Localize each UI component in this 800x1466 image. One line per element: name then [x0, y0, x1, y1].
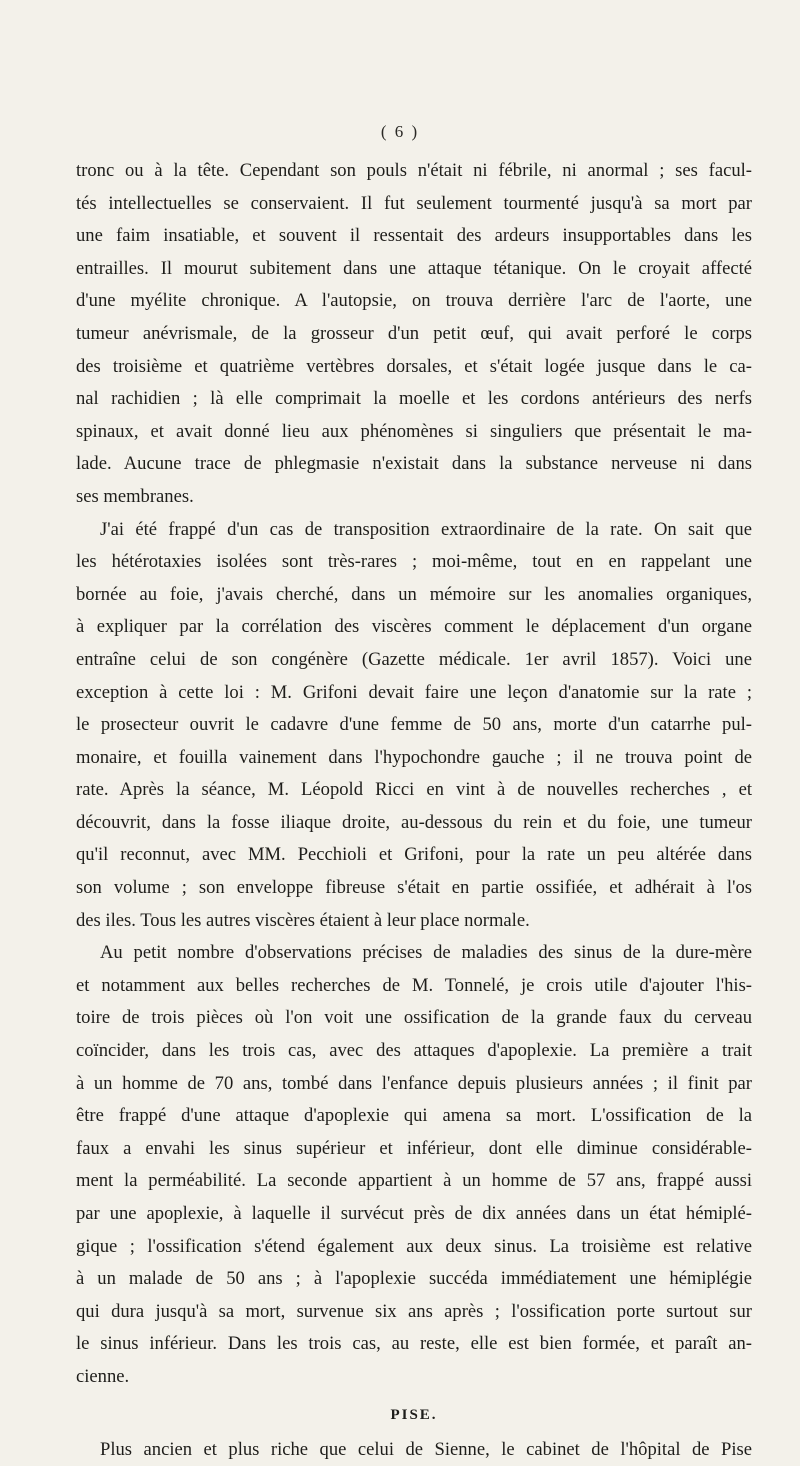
text-line: Plus ancien et plus riche que celui de Sienne, le cabinet de l'hôpital de Pise	[100, 1438, 752, 1460]
text-line: des iles. Tous les autres viscères étaient à leur place normale.	[76, 909, 530, 931]
text-line: nal rachidien ; là elle comprimait la moelle et les cordons antérieurs des nerfs	[76, 388, 752, 410]
text-line: des troisième et quatrième vertèbres dorsales, et s'était logée jusque dans le ca-	[76, 355, 752, 377]
text-line: tronc ou à la tête. Cependant son pouls n'était ni fébrile, ni anormal ; ses facul-	[76, 160, 752, 181]
text-line: J'ai été frappé d'un cas de transposition extraordinaire de la rate. On sait que	[100, 518, 752, 540]
text-line: Au petit nombre d'observations précises de maladies des sinus de la dure-mère	[100, 942, 752, 964]
text-line: les hétérotaxies isolées sont très-rares ; moi-même, tout en en rappelant une	[76, 551, 752, 573]
text-line: et notamment aux belles recherches de M. Tonnelé, je crois utile d'ajouter l'his-	[76, 974, 752, 996]
section-heading: PISE.	[390, 1406, 438, 1423]
text-line: exception à cette loi : M. Grifoni devait faire une leçon d'anatomie sur la rate ;	[76, 681, 752, 703]
text-line: le sinus inférieur. Dans les trois cas, au reste, elle est bien formée, et paraît an-	[76, 1333, 752, 1355]
text-line: d'une myélite chronique. A l'autopsie, on trouva derrière l'arc de l'aorte, une	[76, 290, 752, 312]
text-line: son volume ; son enveloppe fibreuse s'était en partie ossifiée, et adhérait à l'os	[76, 877, 752, 899]
text-line: rate. Après la séance, M. Léopold Ricci en vint à de nouvelles recherches , et	[76, 779, 752, 801]
text-line: par une apoplexie, à laquelle il survécut près de dix années dans un état hémiplé-	[76, 1203, 752, 1224]
text-line: coïncider, dans les trois cas, avec des attaques d'apoplexie. La première a trait	[76, 1040, 752, 1062]
text-line: toire de trois pièces où l'on voit une ossification de la grande faux du cerveau	[76, 1007, 752, 1029]
text-line: être frappé d'une attaque d'apoplexie qui amena sa mort. L'ossification de la	[76, 1105, 752, 1127]
text-line: ment la perméabilité. La seconde appartient à un homme de 57 ans, frappé aussi	[76, 1170, 752, 1192]
text-line: lade. Aucune trace de phlegmasie n'existait dans la substance nerveuse ni dans	[76, 453, 752, 475]
text-line: entraîne celui de son congénère (Gazette médicale. 1er avril 1857). Voici une	[76, 648, 752, 670]
text-line: une faim insatiable, et souvent il ressentait des ardeurs insupportables dans les	[76, 225, 752, 247]
paragraph-aneurysm-case	[76, 155, 752, 514]
text-line: cienne.	[76, 1365, 130, 1387]
body-text	[76, 155, 752, 1466]
page-number: ( 6 )	[380, 122, 420, 141]
text-line: découvrit, dans la fosse iliaque droite, au-dessous du rein et du foie, une tumeur	[76, 811, 752, 833]
text-line: ses membranes.	[76, 485, 194, 507]
text-line: faux a envahi les sinus supérieur et inférieur, dont elle diminue considérable-	[76, 1137, 752, 1159]
text-line: entrailles. Il mourut subitement dans une attaque tétanique. On le croyait affecté	[76, 257, 752, 279]
text-line: spinaux, et avait donné lieu aux phénomènes si singuliers que présentait le ma-	[76, 420, 752, 442]
text-line: qui dura jusqu'à sa mort, survenue six ans après ; l'ossification porte surtout sur	[76, 1300, 752, 1322]
text-line: tumeur anévrismale, de la grosseur d'un petit œuf, qui avait perforé le corps	[76, 322, 752, 344]
paragraph-pisa-cabinet	[76, 1434, 752, 1466]
text-line: le prosecteur ouvrit le cadavre d'une femme de 50 ans, morte d'un catarrhe pul-	[76, 714, 752, 736]
text-line: monaire, et fouilla vainement dans l'hypochondre gauche ; il ne trouva point de	[76, 746, 752, 768]
text-line: tés intellectuelles se conservaient. Il fut seulement tourmenté jusqu'à sa mort par	[76, 192, 752, 214]
text-line: à un malade de 50 ans ; à l'apoplexie succéda immédiatement une hémiplégie	[76, 1268, 752, 1290]
text-line: qu'il reconnut, avec MM. Pecchioli et Grifoni, pour la rate un peu altérée dans	[76, 844, 752, 866]
text-line: à un homme de 70 ans, tombé dans l'enfance depuis plusieurs années ; il finit par	[76, 1072, 752, 1094]
paragraph-dura-mater-ossification	[76, 937, 752, 1393]
text-line: gique ; l'ossification s'étend également aux deux sinus. La troisième est relative	[76, 1235, 752, 1257]
paragraph-spleen-transposition	[76, 514, 752, 938]
text-line: bornée au foie, j'avais cherché, dans un mémoire sur les anomalies organiques,	[76, 583, 752, 605]
text-line: à expliquer par la corrélation des viscères comment le déplacement d'un organe	[76, 616, 752, 638]
